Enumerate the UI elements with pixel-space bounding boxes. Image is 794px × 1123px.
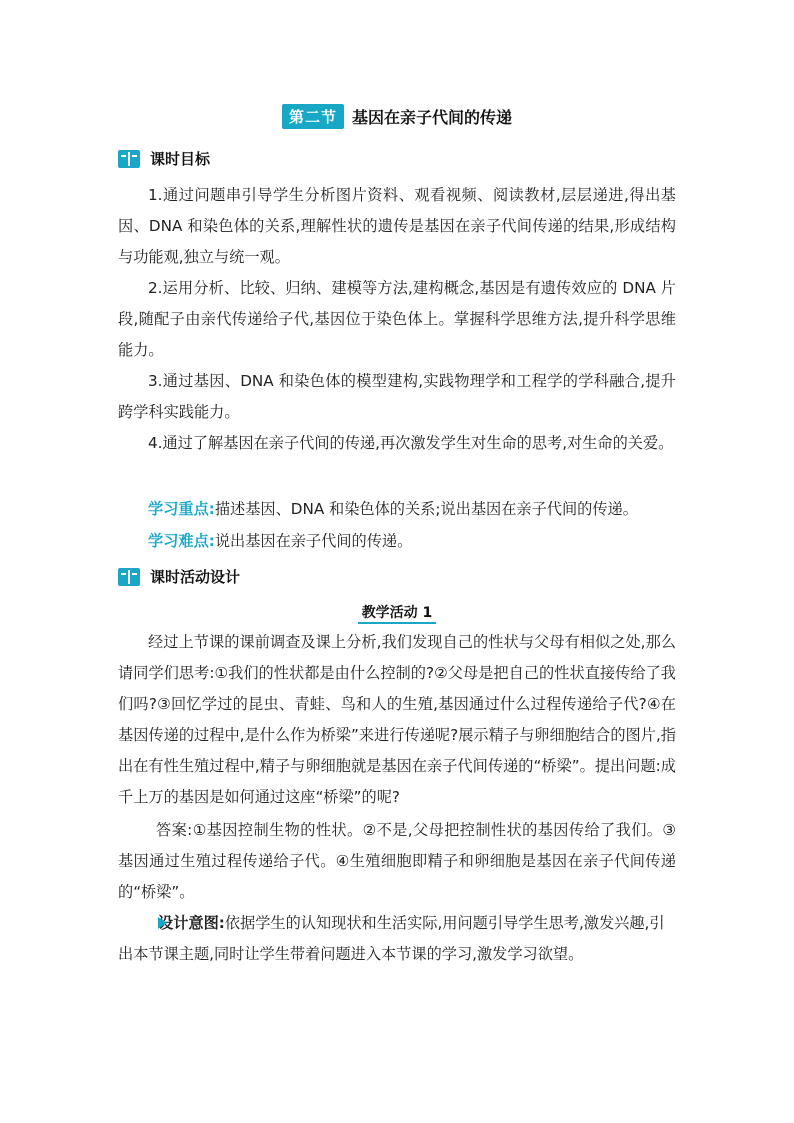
goals-heading-label: 课时目标 [150, 150, 211, 168]
activity-intro: 经过上节课的课前调查及课上分析,我们发现自己的性状与父母有相似之处,那么请同学们思考:①我们的性状都是由什么控制的?②父母是把自己的性状直接传给了我们吗?③回忆学过的昆虫、青蛙、鸟和人的生殖,基因通过什么过程传递给子代?④在基因传递的过程中,是什么作为桥梁”来进行传递呢?展示精子与卵细胞结合的图片,指出在有性生殖过程中,精子与卵细胞就是基因在亲子代间传递的“桥梁”。提出问题:成千上万的基因是如何通过这座“桥梁”的呢? [118, 633, 676, 806]
section-title-text: 基因在亲子代间的传递 [352, 108, 513, 127]
activity-design-heading [118, 566, 240, 587]
difficulty-text: 说出基因在亲子代间的传递。 [214, 532, 413, 550]
book-icon [118, 150, 140, 168]
goal-item-3: 3.通过基因、DNA 和染色体的模型建构,实践物理学和工程学的学科融合,提升跨学科实践能力。 [118, 372, 676, 421]
triangle-bullet-icon [158, 917, 167, 929]
activity-design-heading-label: 课时活动设计 [150, 568, 241, 586]
difficulty [148, 530, 412, 551]
activity-title-text: 教学活动 1 [358, 605, 437, 624]
activity-title [0, 602, 794, 622]
section-title [0, 104, 794, 129]
key-point-label: 学习重点: [148, 500, 215, 518]
goal-item-2: 2.运用分析、比较、归纳、建模等方法,建构概念,基因是有遗传效应的 DNA 片段,随配子由亲代传递给子代,基因位于染色体上。掌握科学思维方法,提升科学思维能力。 [118, 279, 676, 359]
key-point [148, 498, 638, 519]
goal-item-1: 1.通过问题串引导学生分析图片资料、观看视频、阅读教材,层层递进,得出基因、DNA 和染色体的关系,理解性状的遗传是基因在亲子代间传递的结果,形成结构与功能观,独立与统一观。 [118, 186, 676, 266]
goal-item-4: 4.通过了解基因在亲子代间的传递,再次激发学生对生命的思考,对生命的关爱。 [148, 434, 674, 452]
design-intent-label: 设计意图: [158, 914, 225, 932]
section-badge: 第二节 [282, 104, 344, 129]
difficulty-label: 学习难点: [148, 532, 215, 550]
activity-answer: 答案:①基因控制生物的性状。②不是,父母把控制性状的基因传给了我们。③基因通过生殖过程传递给子代。④生殖细胞即精子和卵细胞是基因在亲子代间传递的“桥梁”。 [118, 821, 676, 901]
book-icon [118, 568, 140, 586]
goals-heading [118, 148, 210, 169]
design-intent [118, 908, 676, 970]
design-intent-text: 依据学生的认知现状和生活实际,用问题引导学生思考,激发兴趣,引出本节课主题,同时让学生带着问题进入本节课的学习,激发学习欲望。 [118, 914, 665, 963]
key-point-text: 描述基因、DNA 和染色体的关系;说出基因在亲子代间的传递。 [214, 500, 638, 518]
